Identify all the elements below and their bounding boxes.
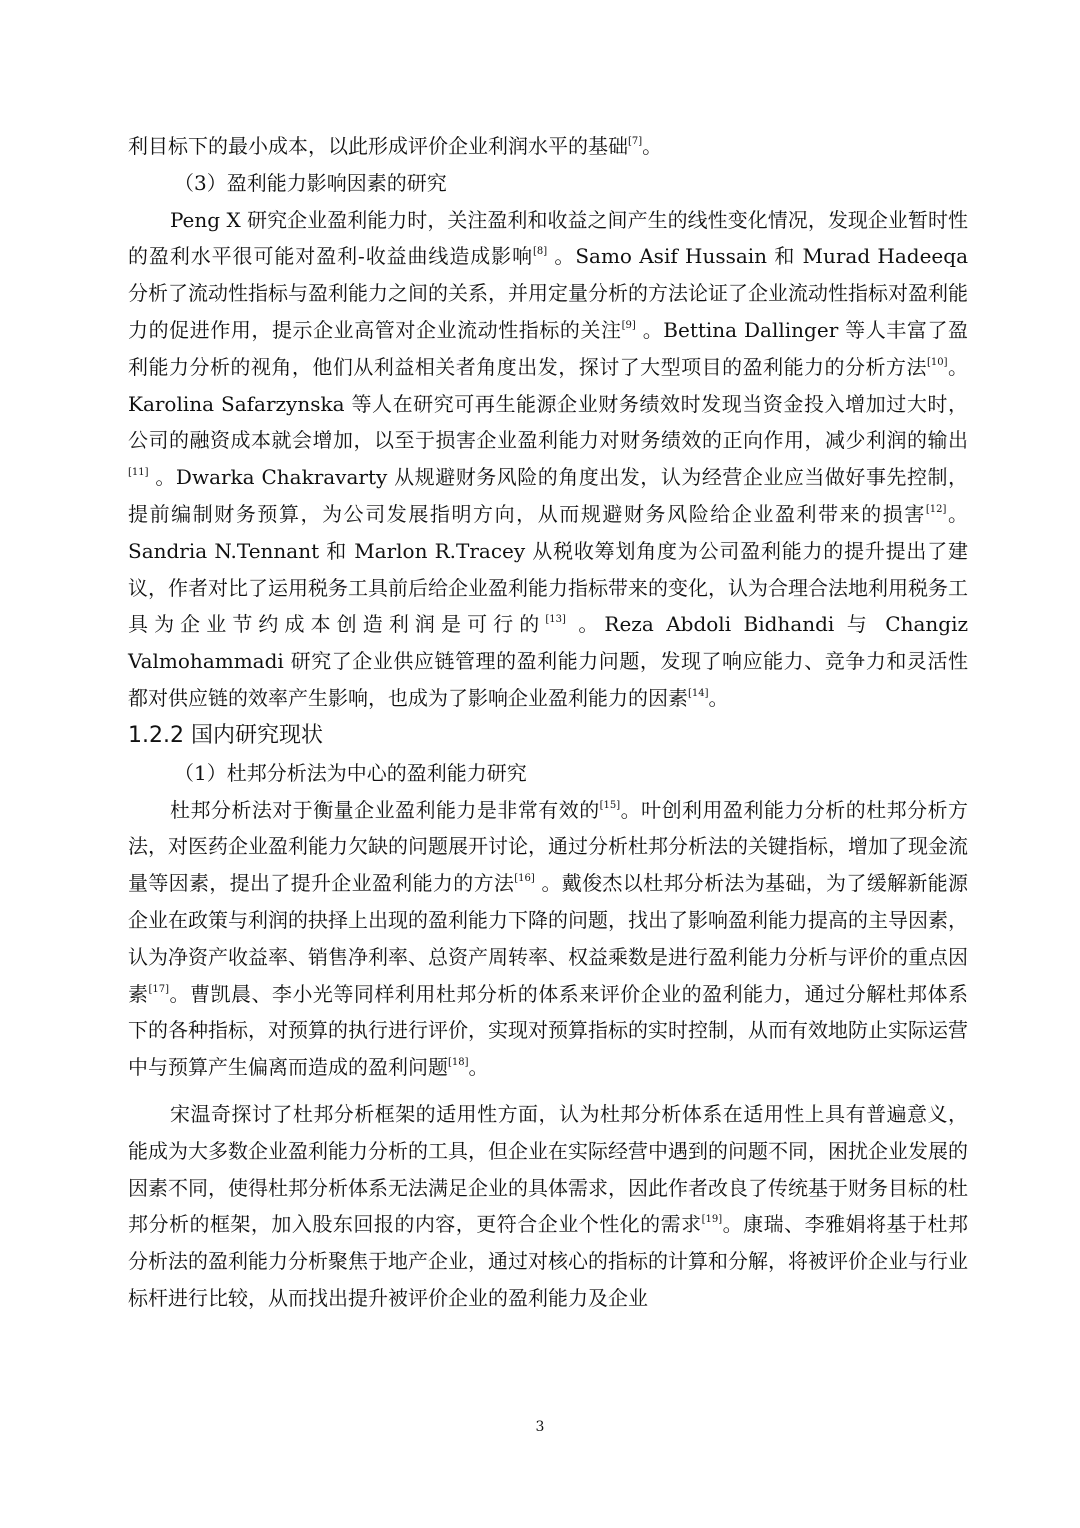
paragraph-text: 。Sandria N.Tennant 和 Marlon R.Tracey 从税收筹划角度为公司盈利能力的提升提出了建议，作者对比了运用税务工具前后给企业盈利能力指标带来的变化，认为合理合法地利用税务工具为企业节约成本创造利润是可行的 [128, 501, 969, 637]
paragraph-text: 。戴俊杰以杜邦分析法为基础，为了缓解新能源企业在政策与利润的抉择上出现的盈利能力下降的问题，找出了影响盈利能力提高的主导因素，认为净资产收益率、销售净利率、总资产周转率、权益乘数是进行盈利能力分析与评价的重点因素 [128, 871, 969, 1006]
citation: [19] [701, 1214, 723, 1226]
paragraph-continuation [128, 128, 968, 165]
paragraph-text: Peng X 研究企业盈利能力时，关注盈利和收益之间产生的线性变化情况，发现企业暂时性的盈利水平很可能对盈利-收益曲线造成影响 [128, 207, 968, 269]
citation: [17] [148, 983, 170, 995]
paragraph-text: 。Karolina Safarzynska 等人在研究可再生能源企业财务绩效时发现当资金投入增加过大时，公司的融资成本就会增加，以至于损害企业盈利能力对财务绩效的正向作用，减少利润的输出 [128, 354, 969, 453]
citation: [13] [545, 614, 566, 626]
citation: [10] [926, 356, 948, 368]
citation: [14] [688, 687, 709, 699]
paragraph-text: 。Samo Asif Hussain 和 Murad Hadeeqa 分析了流动性指标与盈利能力之间的关系，并用定量分析的方法论证了企业流动性指标对盈利能力的促进作用，提示企业高管对企业流动性指标的关注 [128, 244, 968, 342]
paragraph-text: 杜邦分析法对于衡量企业盈利能力是非常有效的 [170, 797, 600, 822]
paragraph-text: 利目标下的最小成本，以此形成评价企业利润水平的基础 [128, 134, 628, 158]
paragraph-text: 。叶创利用盈利能力分析的杜邦分析方法，对医药企业盈利能力欠缺的问题展开讨论，通过分析杜邦分析法的关键指标，增加了现金流量等因素，提出了提升企业盈利能力的方法 [128, 797, 969, 896]
paragraph-text: 。 [468, 1055, 489, 1080]
paragraph-text: 。Bettina Dallinger 等人丰富了盈利能力分析的视角，他们从利益相关者角度出发，探讨了大型项目的盈利能力的分析方法 [128, 317, 969, 379]
page-body [128, 128, 968, 1317]
subsection-heading: （1）杜邦分析法为中心的盈利能力研究 [174, 760, 527, 785]
citation: [11] [128, 467, 149, 479]
citation: [7] [628, 136, 643, 147]
paragraph-text: 宋温奇探讨了杜邦分析框架的适用性方面，认为杜邦分析体系在适用性上具有普遍意义，能成为大多数企业盈利能力分析的工具，但企业在实际经营中遇到的问题不同，困扰企业发展的因素不同，使得杜邦分析体系无法满足企业的具体需求，因此作者改良了传统基于财务目标的杜邦分析的框架，加入股东回报的内容，更符合企业个性化的需求 [128, 1101, 968, 1237]
citation: [9] [621, 319, 636, 331]
paragraph-text: 。 [708, 685, 729, 710]
citation: [18] [448, 1057, 469, 1069]
subsection-heading: （3）盈利能力影响因素的研究 [174, 170, 447, 195]
paragraph [128, 202, 968, 717]
paragraph-text: 。康瑞、李雅娟将基于杜邦分析法的盈利能力分析聚焦于地产企业，通过对核心的指标的计算和分解，将被评价企业与行业标杆进行比较，从而找出提升被评价企业的盈利能力及企业 [128, 1212, 969, 1310]
citation: [16] [514, 873, 535, 885]
paragraph [128, 792, 968, 1086]
paragraph-text: 。曹凯晨、李小光等同样利用杜邦分析的体系来评价企业的盈利能力，通过分解杜邦体系下的各种指标，对预算的执行进行评价，实现对预算指标的实时控制，从而有效地防止实际运营中与预算产生偏离而造成的盈利问题 [128, 981, 969, 1080]
paragraph [128, 1096, 968, 1317]
section-heading: 1.2.2 国内研究现状 [128, 722, 323, 748]
paragraph-spacer [128, 1086, 968, 1096]
paragraph-text: 。Dwarka Chakravarty 从规避财务风险的角度出发，认为经营企业应当做好事先控制，提前编制财务预算，为公司发展指明方向，从而规避财务风险给企业盈利带来的损害 [128, 465, 968, 526]
citation: [8] [532, 246, 548, 258]
paragraph-text: 。 [642, 134, 663, 158]
paragraph-text: 。Reza Abdoli Bidhandi 与 Changiz Valmohammadi 研究了企业供应链管理的盈利能力问题，发现了响应能力、竞争力和灵活性都对供应链的效率产生影响，也成为了影响企业盈利能力的因素 [128, 612, 969, 710]
citation: [15] [599, 799, 621, 811]
page-number: 3 [535, 1419, 545, 1435]
citation: [12] [925, 503, 947, 515]
